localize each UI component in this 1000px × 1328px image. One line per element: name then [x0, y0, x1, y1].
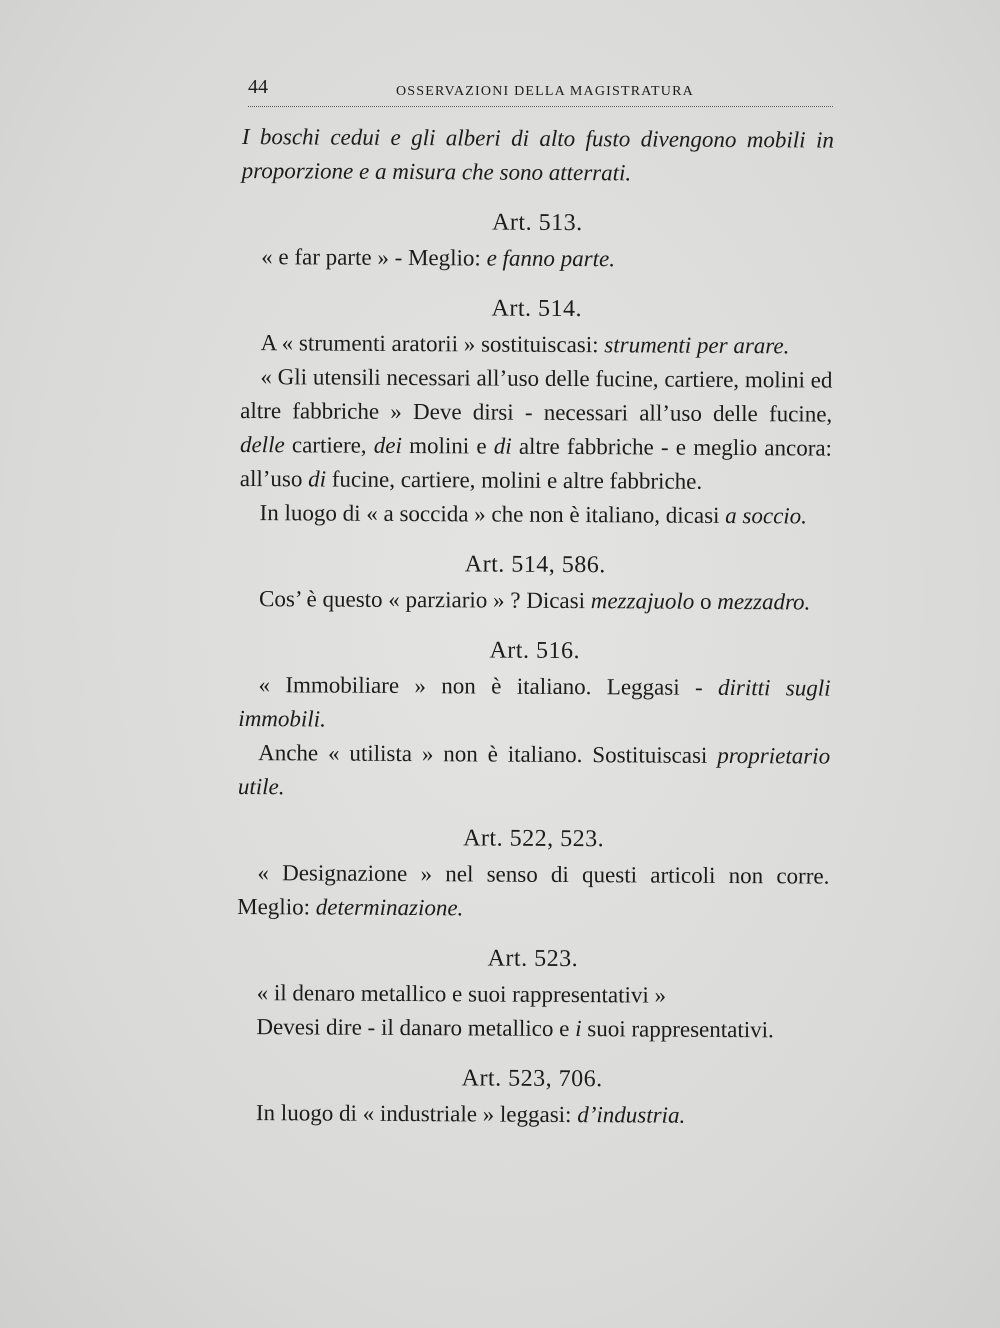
article-paragraph [237, 976, 829, 1014]
article-heading: Art. 523, 706. [461, 1065, 603, 1093]
italic-text: diritti sugli immobili. [238, 674, 831, 732]
text-run: « Gli utensili necessari all’uso delle fucine, cartiere, molini ed altre fabbriche » Deve dirsi - necessari all’uso delle fucine, [240, 364, 833, 427]
article-paragraph [239, 496, 831, 534]
running-title: OSSERVAZIONI DELLA MAGISTRATURA [396, 84, 694, 99]
page-number: 44 [248, 76, 268, 98]
italic-text: strumenti per arare. [604, 332, 790, 359]
text-run: molini e [401, 432, 494, 459]
italic-text: determinazione. [315, 894, 464, 921]
text-run: altre fabbriche - e meglio ancora: all’uso [239, 433, 833, 492]
italic-text: di [308, 466, 327, 492]
italic-text: mezzadro. [717, 588, 811, 615]
text-run: fucine, cartiere, molini e altre fabbriche. [325, 466, 703, 494]
article-heading: Art. 522, 523. [463, 825, 605, 853]
page-body [236, 120, 834, 1134]
italic-text: i [575, 1016, 582, 1042]
text-run: In luogo di « industriale » leggasi: [255, 1100, 578, 1128]
article-paragraph [236, 1010, 828, 1048]
article-heading: Art. 523. [487, 945, 579, 973]
text-run: o [694, 588, 718, 614]
text-run: Devesi dire - il danaro metallico e [256, 1014, 576, 1042]
article-paragraph [236, 1096, 828, 1134]
article-paragraph [241, 240, 833, 278]
text-run: Cos’ è questo « parziario » ? Dicasi [259, 586, 591, 614]
text-run: In luogo di « a soccida » che non è italiano, dicasi [259, 500, 726, 528]
italic-text: e fanno parte. [486, 245, 616, 272]
text-run: Anche « utilista » non è italiano. Sostituiscasi [258, 740, 718, 768]
article-paragraph [238, 736, 830, 808]
italic-text: di [493, 433, 512, 459]
text-run: « il denaro metallico e suoi rappresentativi » [256, 980, 667, 1008]
italic-text: dei [373, 432, 402, 458]
italic-text: a soccio. [725, 502, 808, 529]
text-run: cartiere, [284, 432, 374, 458]
italic-text: proprietario utile. [237, 742, 831, 800]
intro-paragraph: I boschi cedui e gli alberi di alto fusto divengono mobili in proporzione e a misura che sono atterrati. [241, 123, 834, 186]
article-paragraph [239, 582, 831, 620]
page-header [248, 76, 833, 107]
article-paragraph [240, 360, 833, 500]
article-heading: Art. 516. [489, 637, 581, 665]
italic-text: delle [239, 431, 285, 458]
text-run: « Designazione » nel senso di questi articoli non corre. Meglio: [237, 860, 830, 920]
text-run: « e far parte » - Meglio: [261, 244, 487, 271]
italic-text: d’industria. [577, 1102, 686, 1128]
text-run: « Immobiliare » non è italiano. Leggasi - [258, 672, 719, 700]
article-heading: Art. 513. [492, 209, 583, 237]
text-run: A « strumenti aratorii » sostituiscasi: [260, 330, 605, 358]
text-run: suoi rappresentativi. [581, 1016, 774, 1043]
article-heading: Art. 514, 586. [464, 551, 606, 579]
article-paragraph [238, 668, 830, 740]
article-paragraph [237, 856, 829, 928]
article-paragraph [241, 326, 833, 364]
italic-text: mezzajuolo [590, 588, 695, 614]
article-heading: Art. 514. [491, 295, 583, 323]
